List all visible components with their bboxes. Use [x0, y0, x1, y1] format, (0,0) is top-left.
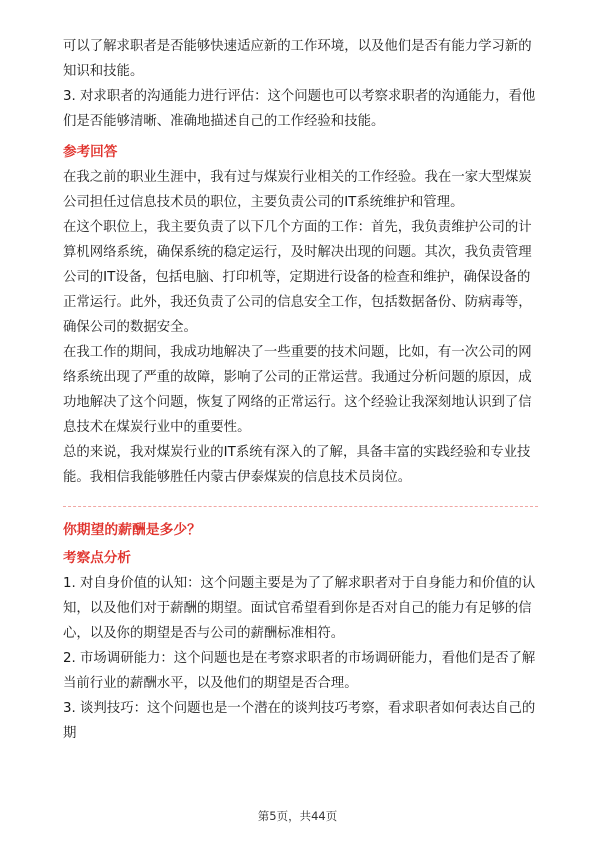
- question-title: 你期望的薪酬是多少？: [63, 522, 201, 538]
- page-content: [63, 34, 538, 746]
- prev-criteria-text: 可以了解求职者是否能够快速适应新的工作环境，以及他们是否有能力学习新的知识和技能。: [63, 39, 532, 79]
- answer-paragraph: 在我工作的期间，我成功地解决了一些重要的技术问题，比如，有一次公司的网络系统出现了严重的故障，影响了公司的正常运营。我通过分析问题的原因，成功地解决了这个问题，恢复了网络的正常运行。这个经验让我深刻地认识到了信息技术在煤炭行业中的重要性。: [63, 345, 532, 435]
- answer-paragraph: 总的来说，我对煤炭行业的IT系统有深入的了解，具备丰富的实践经验和专业技能。我相信我能够胜任内蒙古伊泰煤炭的信息技术员岗位。: [63, 445, 531, 485]
- answer-heading: 参考回答: [63, 144, 118, 160]
- section-divider: [63, 506, 538, 507]
- answer-paragraph: 在我之前的职业生涯中，我有过与煤炭行业相关的工作经验。我在一家大型煤炭公司担任过信息技术员的职位，主要负责公司的IT系统维护和管理。: [63, 170, 532, 210]
- analysis-heading: 考察点分析: [63, 550, 131, 566]
- analysis-point: 2. 市场调研能力：这个问题也是在考察求职者的市场调研能力，看他们是否了解当前行业的薪酬水平，以及他们的期望是否合理。: [63, 651, 536, 691]
- answer-paragraph: 在这个职位上，我主要负责了以下几个方面的工作：首先，我负责维护公司的计算机网络系统，确保系统的稳定运行，及时解决出现的问题。其次，我负责管理公司的IT设备，包括电脑、打印机等，定期进行设备的检查和维护，确保设备的正常运行。此外，我还负责了公司的信息安全工作，包括数据备份、防病毒等，确保公司的数据安全。: [63, 220, 532, 335]
- prev-criteria-point-3: 3. 对求职者的沟通能力进行评估：这个问题也可以考察求职者的沟通能力，看他们是否能够清晰、准确地描述自己的工作经验和技能。: [63, 89, 536, 129]
- analysis-point: 3. 谈判技巧：这个问题也是一个潜在的谈判技巧考察，看求职者如何表达自己的期: [63, 701, 536, 741]
- page-number: 第5页，共44页: [257, 809, 338, 823]
- analysis-point: 1. 对自身价值的认知：这个问题主要是为了了解求职者对于自身能力和价值的认知，以及他们对于薪酬的期望。面试官希望看到你是否对自己的能力有足够的信心，以及你的期望是否与公司的薪酬标准相符。: [63, 576, 536, 641]
